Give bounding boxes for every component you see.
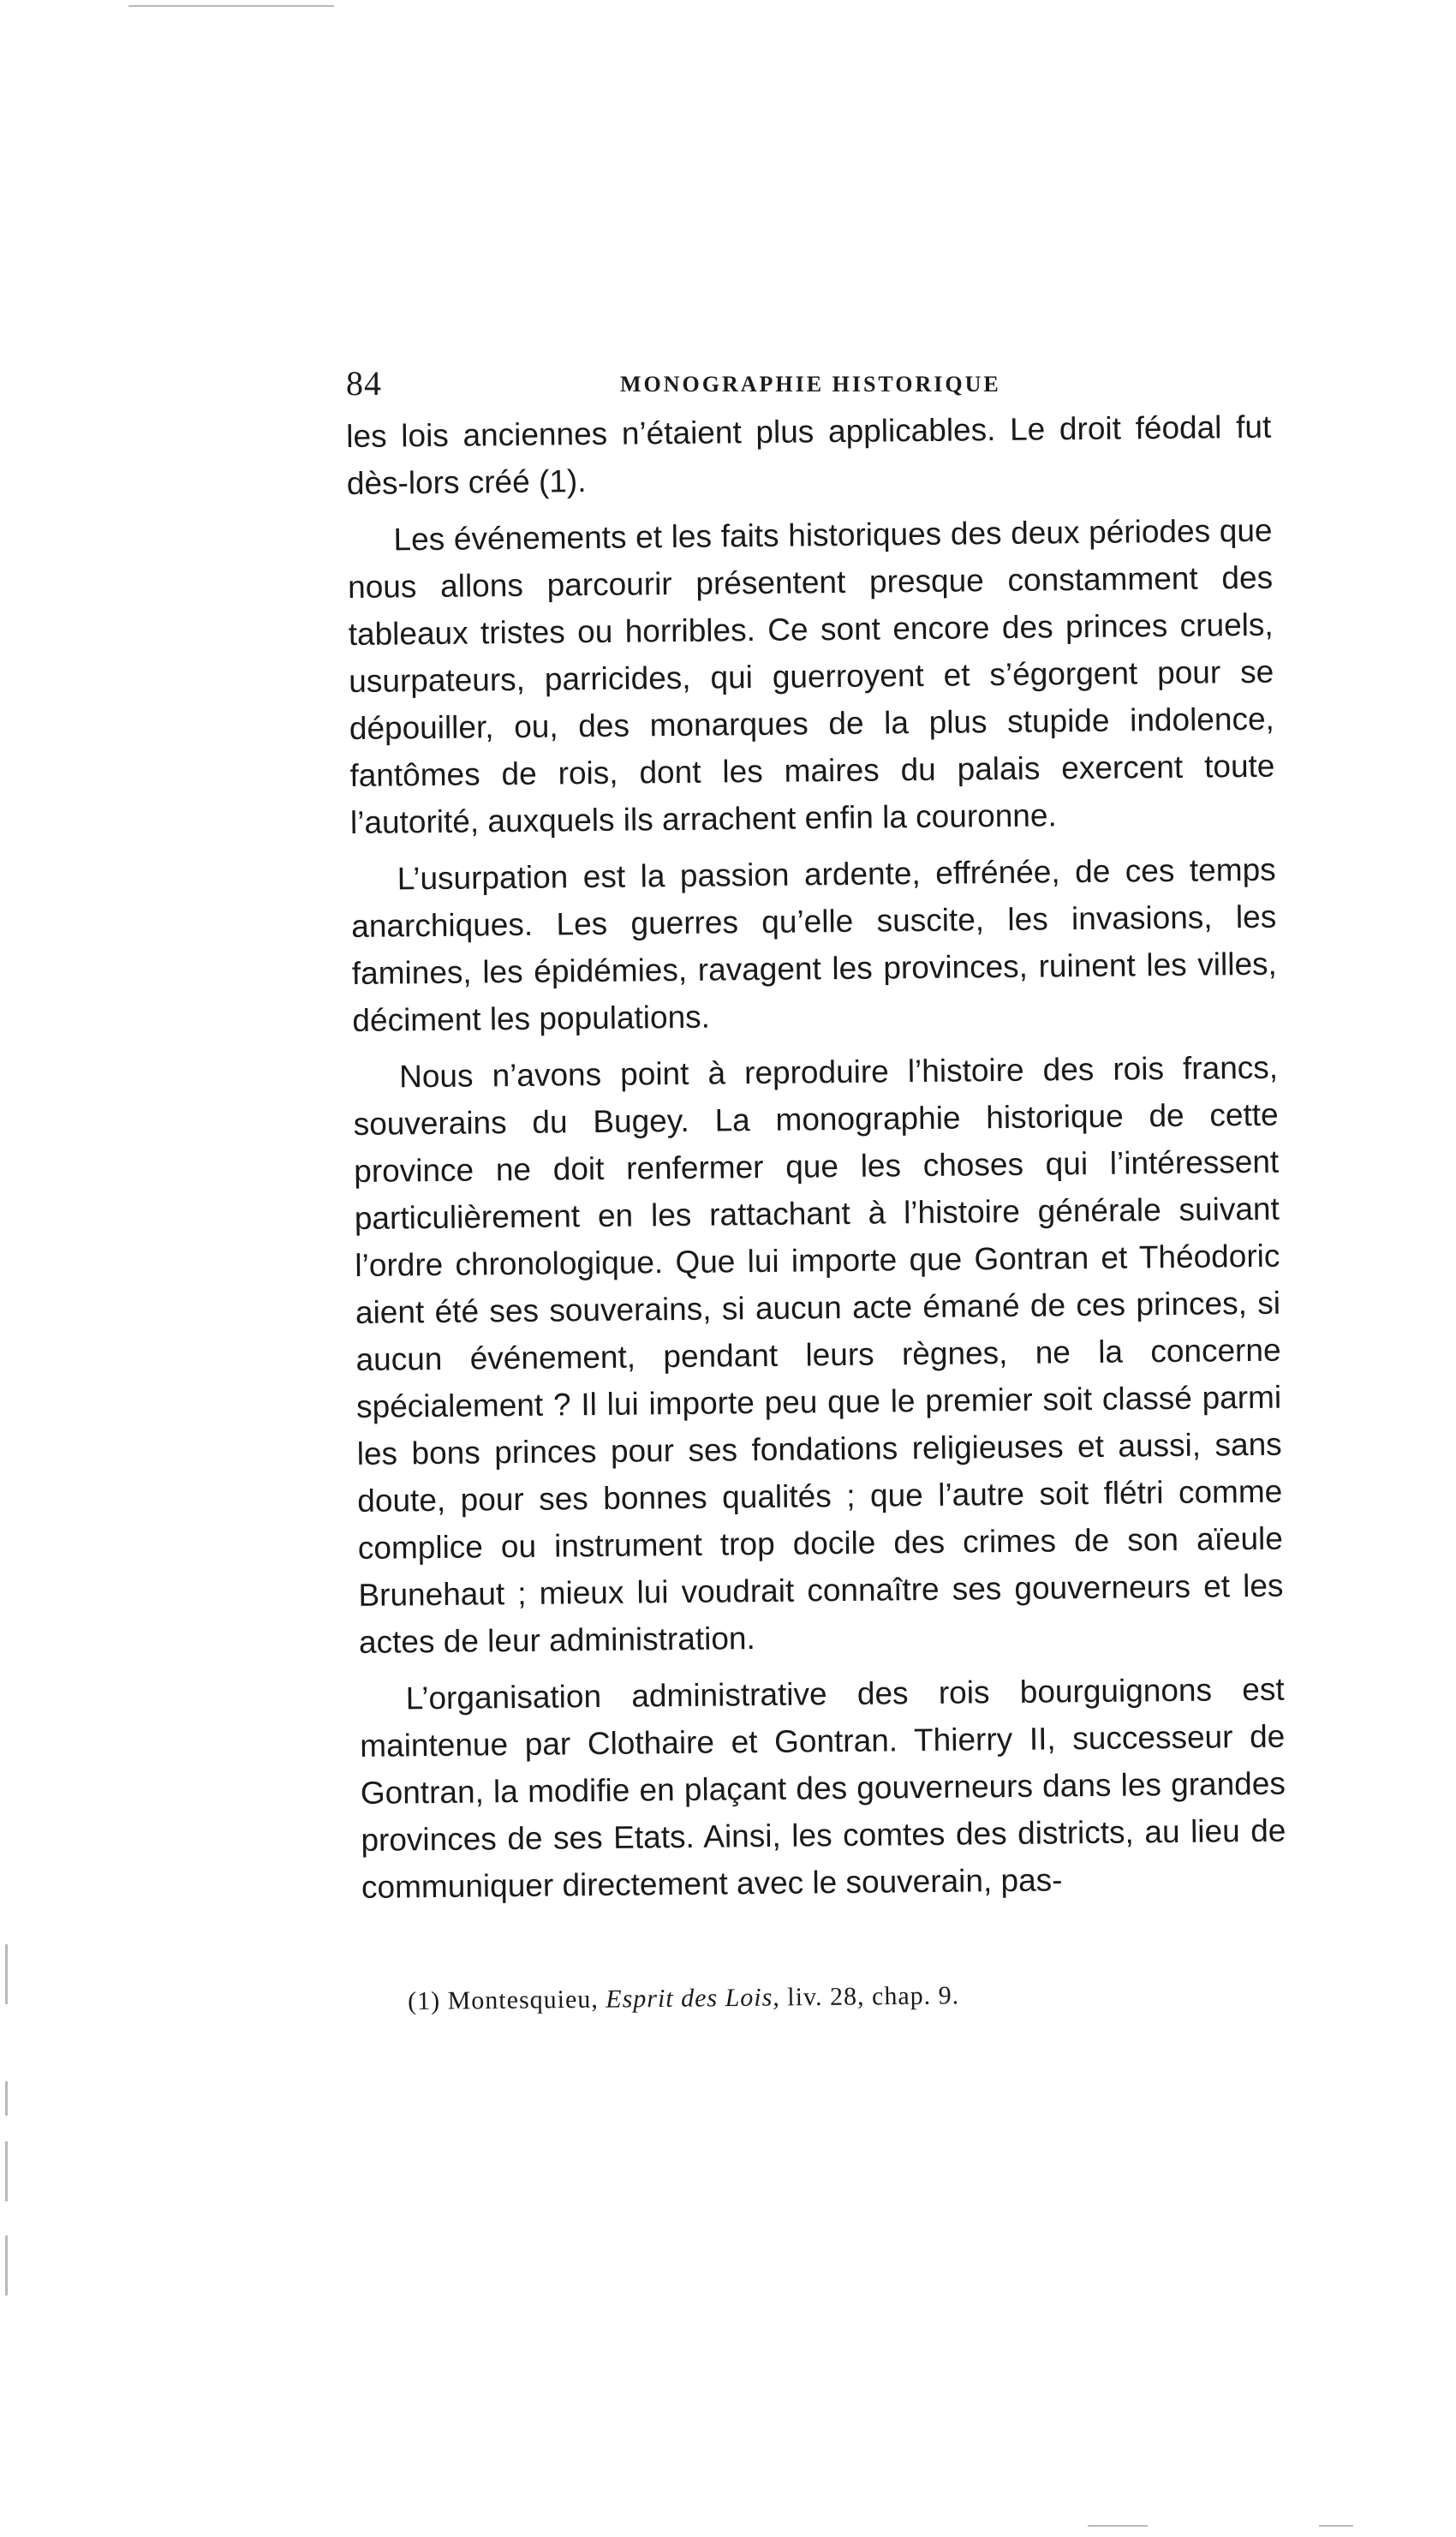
scan-mark-bottom-2 [1319, 2525, 1353, 2527]
paragraph-1: les lois anciennes n’étaient plus applicables. Le droit féodal fut dès-lors créé (1). [346, 409, 1272, 501]
scan-mark-left-2 [5, 2081, 8, 2116]
scan-mark-left-3 [5, 2141, 8, 2201]
footnote-work: Esprit des Lois, [606, 1983, 780, 2014]
footnote-author: Montesquieu, [447, 1985, 599, 2015]
footnote [408, 1979, 1264, 2016]
paragraph-4: Nous n’avons point à reproduire l’histoire des rois francs, souverains du Bugey. La monographie historique de cette province ne doit renfermer que les choses qui l’intéressent particulièrement en les rattachant à l’histoire générale suivant l’ordre chronologique. Que lui importe que Gontran et Théodoric aient été ses souverains, si aucun acte émané de ces princes, si aucun événement, pendant leurs règnes, ne la concerne spécialement ? Il lui importe peu que le premier soit classé parmi les bons princes pour ses fondations religieuses et aussi, sans doute, pour ses bonnes qualités ; que l’autre soit flétri comme complice ou instrument trop docile des crimes de son aïeule Brunehaut ; mieux lui voudrait connaître ses gouverneurs et les actes de leur administration. [353, 1049, 1284, 1660]
scan-mark-left-4 [5, 2236, 8, 2295]
paragraph-5: L’organisation administrative des rois bourguignons est maintenue par Clothaire et Gontran. Thierry II, successeur de Gontran, la modifie en plaçant des gouverneurs dans les grandes provinces de ses Etats. Ainsi, les comtes des districts, au lieu de communiquer directement avec le souverain, pas- [360, 1671, 1286, 1905]
paragraph-3: L’usurpation est la passion ardente, effrénée, de ces temps anarchiques. Les guerres qu’elle suscite, les invasions, les famines, les épidémies, ravagent les provinces, ruinent les villes, déciment les populations. [351, 851, 1278, 1038]
footnote-reference: liv. 28, chap. 9. [787, 1981, 960, 2012]
paragraph-2: Les événements et les faits historiques des deux périodes que nous allons parcourir présentent presque constamment des tableaux tristes ou horribles. Ce sont encore des princes cruels, usurpateurs, parricides, qui guerroyent et s’égorgent pour se dépouiller, ou, des monarques de la plus stupide indolence, fantômes de rois, dont les maires du palais exercent toute l’autorité, auxquels ils arrachent enfin la couronne. [347, 512, 1275, 840]
scan-mark-top [128, 5, 334, 7]
page-number: 84 [346, 364, 382, 403]
footnote-marker: (1) [408, 1986, 441, 2015]
running-title: MONOGRAPHIE HISTORIQUE [620, 372, 1001, 397]
scan-mark-left-1 [5, 1944, 8, 2004]
body-text [346, 403, 1286, 1920]
scan-mark-bottom-1 [1088, 2525, 1148, 2527]
